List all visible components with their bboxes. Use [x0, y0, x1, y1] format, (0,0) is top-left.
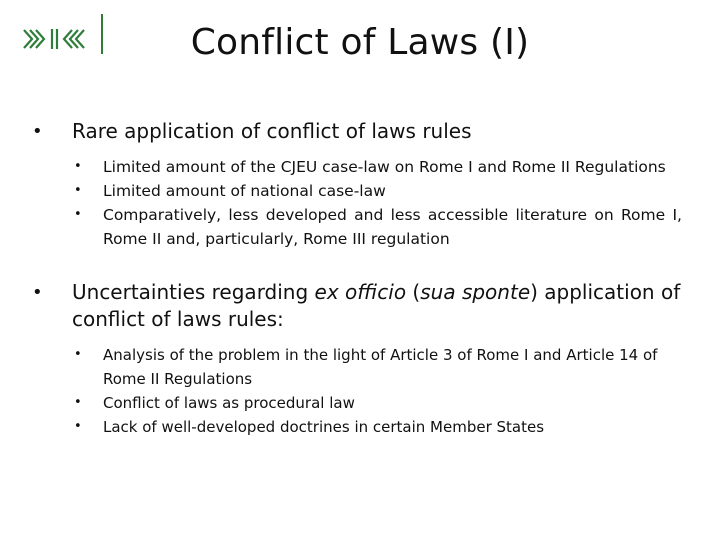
bullet-block-1 [32, 118, 682, 251]
sub-bullet-text: Conflict of laws as procedural law [103, 394, 355, 412]
bullet-marker: • [74, 159, 82, 174]
bullet-text-italic: sua sponte [420, 280, 531, 304]
bullet-marker: • [74, 347, 82, 362]
sub-bullet-point [72, 391, 682, 415]
sub-bullet-text: Limited amount of national case-law [103, 182, 386, 200]
sub-bullet-text: Limited amount of the CJEU case-law on Rome I and Rome II Regulations [103, 158, 666, 176]
bullet-marker: • [74, 183, 82, 198]
sub-bullet-text: Analysis of the problem in the light of Article 3 of Rome I and Article 14 of Rome II Regulations [103, 346, 658, 388]
sub-bullet-point [72, 203, 682, 251]
bullet-text-italic: ex officio [314, 280, 407, 304]
bullet-text-part: ) application of conflict of laws rules: [72, 280, 681, 331]
sub-bullet-list [72, 155, 682, 251]
bullet-block-2 [32, 279, 682, 439]
bullet-text: Rare application of conflict of laws rules [72, 119, 472, 143]
bullet-marker: • [74, 207, 82, 222]
sub-bullet-text: Lack of well-developed doctrines in certain Member States [103, 418, 545, 436]
bullet-point [32, 118, 682, 145]
bullet-text-part: ( [406, 280, 421, 304]
sub-bullet-point [72, 343, 682, 391]
sub-bullet-list [72, 343, 682, 439]
bullet-marker: • [74, 419, 82, 434]
sub-bullet-text: Comparatively, less developed and less accessible literature on Rome I, Rome II and, particularly, Rome III regulation [103, 206, 682, 248]
sub-bullet-point [72, 155, 682, 179]
bullet-point [32, 279, 682, 333]
bullet-text-part: Uncertainties regarding [72, 280, 315, 304]
bullet-marker: • [74, 395, 82, 410]
slide-title: Conflict of Laws (I) [190, 22, 530, 63]
bullet-marker: • [32, 282, 43, 303]
sub-bullet-point [72, 415, 682, 439]
sub-bullet-point [72, 179, 682, 203]
bullet-marker: • [32, 121, 43, 142]
slide-content [32, 118, 682, 439]
